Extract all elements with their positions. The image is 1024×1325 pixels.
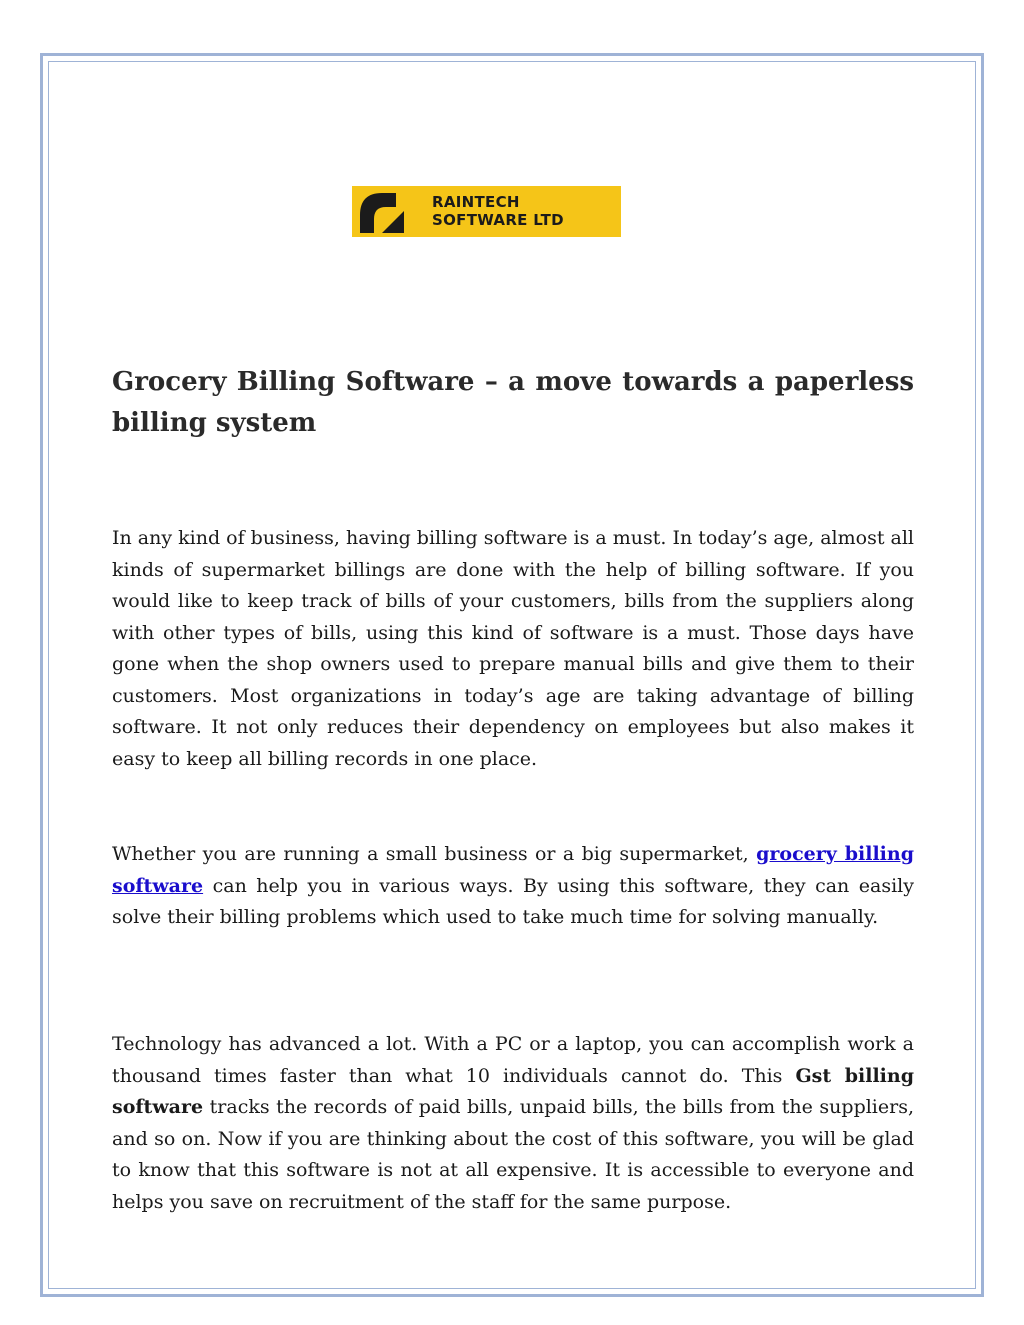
paragraph-3 bbox=[112, 1029, 914, 1218]
logo-wordmark bbox=[432, 193, 564, 229]
paragraph-2-after: can help you in various ways. By using this software, they can easily solve their billing problems which used to take much time for solving manually. bbox=[112, 874, 914, 928]
logo-mark-icon bbox=[356, 189, 426, 234]
paragraph-2-before: Whether you are running a small business or a big supermarket, bbox=[112, 843, 757, 865]
raintech-logo bbox=[352, 186, 621, 237]
logo-line-1: RAINTECH bbox=[432, 193, 520, 211]
logo-line-2: SOFTWARE LTD bbox=[432, 211, 564, 229]
paragraph-3-after: tracks the records of paid bills, unpaid bills, the bills from the suppliers, and so on. Now if you are thinking about the cost of this software, you will be glad to know that this software is not at all expensive. It is accessible to everyone and helps you save on recruitment of the staff for the same purpose. bbox=[112, 1096, 914, 1213]
grocery-billing-software-link[interactable]: grocery billing software bbox=[112, 843, 914, 897]
paragraph-3-before: Technology has advanced a lot. With a PC or a laptop, you can accomplish work a thousand times faster than what 10 individuals cannot do. This bbox=[112, 1033, 914, 1087]
gst-billing-software-bold: Gst billing software bbox=[112, 1064, 914, 1118]
paragraph-2 bbox=[112, 839, 914, 934]
paragraph-1: In any kind of business, having billing software is a must. In today’s age, almost all kinds of supermarket billings are done with the help of billing software. If you would like to keep track of bills of your customers, bills from the suppliers along with other types of bills, using this kind of software is a must. Those days have gone when the shop owners used to prepare manual bills and give them to their customers. Most organizations in today’s age are taking advantage of billing software. It not only reduces their dependency on employees but also makes it easy to keep all billing records in one place. bbox=[112, 527, 914, 770]
article-title: Grocery Billing Software – a move towards a paperless billing system bbox=[112, 367, 914, 438]
